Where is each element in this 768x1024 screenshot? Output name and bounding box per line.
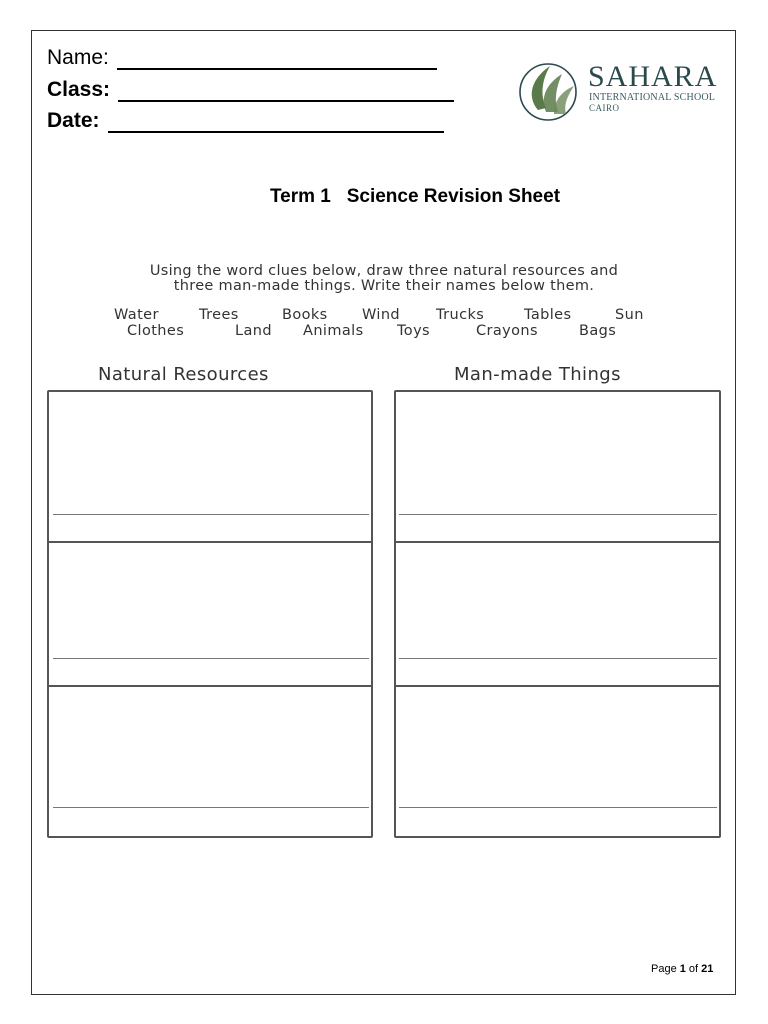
date-label: Date: <box>47 109 100 132</box>
date-field <box>47 109 444 133</box>
word-clue: Sun <box>615 307 644 323</box>
man-made-things-heading: Man-made Things <box>454 364 621 385</box>
page-prefix: Page <box>651 963 680 975</box>
name-writing-line[interactable] <box>53 807 369 808</box>
natural-resources-grid <box>47 390 373 838</box>
word-clue: Clothes <box>127 323 185 339</box>
instruction-line-2: three man-made things. Write their names below them. <box>173 278 595 294</box>
grid-divider <box>396 541 719 543</box>
class-blank-line[interactable] <box>118 82 454 102</box>
name-writing-line[interactable] <box>399 807 717 808</box>
name-blank-line[interactable] <box>117 50 437 70</box>
sheet-title: Term 1 Science Revision Sheet <box>269 186 561 207</box>
word-clue: Bags <box>579 323 617 339</box>
word-clue: Trucks <box>436 307 485 323</box>
word-clue: Crayons <box>476 323 538 339</box>
name-writing-line[interactable] <box>399 658 717 659</box>
man-made-things-grid <box>394 390 721 838</box>
word-clue: Tables <box>524 307 572 323</box>
word-clue: Toys <box>397 323 431 339</box>
natural-resources-heading: Natural Resources <box>98 364 269 385</box>
word-clue: Water <box>114 307 159 323</box>
page-number <box>651 963 713 975</box>
word-clue: Animals <box>303 323 364 339</box>
logo-subtitle-line2: CAIRO <box>589 103 620 113</box>
grid-divider <box>49 685 371 687</box>
instruction-line-1: Using the word clues below, draw three natural resources and <box>149 263 619 279</box>
word-clue: Books <box>282 307 328 323</box>
page-total: 21 <box>701 963 714 975</box>
leaf-emblem-icon <box>516 58 582 122</box>
grid-divider <box>49 541 371 543</box>
class-label: Class: <box>47 78 111 101</box>
name-writing-line[interactable] <box>53 658 369 659</box>
date-blank-line[interactable] <box>108 113 444 133</box>
page-current: 1 <box>679 963 686 975</box>
word-clue: Wind <box>362 307 401 323</box>
logo-brand-text: SAHARA <box>588 60 718 93</box>
logo-subtitle-line1: INTERNATIONAL SCHOOL <box>589 92 716 103</box>
page-middle: of <box>685 963 702 975</box>
grid-divider <box>396 685 719 687</box>
school-logo <box>516 58 726 122</box>
name-label: Name: <box>47 46 109 69</box>
name-writing-line[interactable] <box>399 514 717 515</box>
class-field <box>47 78 454 102</box>
name-field <box>47 46 437 70</box>
name-writing-line[interactable] <box>53 514 369 515</box>
word-clue: Land <box>235 323 272 339</box>
word-clue: Trees <box>199 307 239 323</box>
